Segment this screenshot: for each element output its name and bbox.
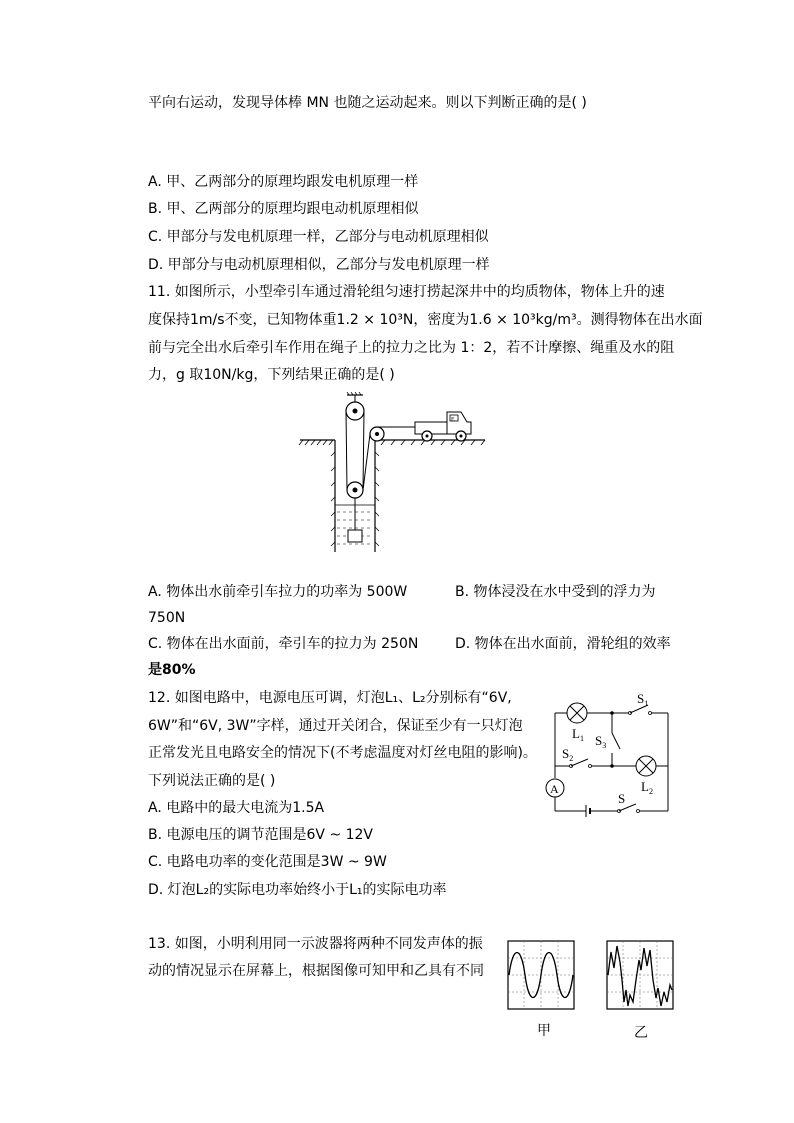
q12-option-b[interactable]: B. 电源电压的调节范围是6V ~ 12V <box>148 827 374 843</box>
q11-option-d[interactable]: D. 物体在出水面前，滑轮组的效率 <box>455 636 671 652</box>
q10-option-c[interactable]: C. 甲部分与发电机原理一样，乙部分与电动机原理相似 <box>148 229 489 245</box>
q10-option-b[interactable]: B. 甲、乙两部分的原理均跟电动机原理相似 <box>148 201 419 217</box>
q13-stem-line-1: 13. 如图，小明利用同一示波器将两种不同发声体的振 <box>148 936 483 952</box>
pulley-well-figure <box>295 392 490 557</box>
q11-option-a[interactable]: A. 物体出水前牵引车拉力的功率为 500W <box>148 584 408 600</box>
q10-option-a[interactable]: A. 甲、乙两部分的原理均跟发电机原理一样 <box>148 174 419 190</box>
svg-text:L1: $L_1$ <box>572 726 584 743</box>
q12-stem-line-1: 12. 如图电路中，电源电压可调，灯泡L₁、L₂分别标有“6V, <box>148 690 512 706</box>
q11-stem-line-4: 力，g 取10N/kg，下列结果正确的是( ) <box>148 367 395 383</box>
q11-stem-line-2: 度保持1m/s不变，已知物体重1.2 × 10³N，密度为1.6 × 10³kg/m³。测得物体在出水面 <box>148 312 703 328</box>
q11-option-d-continued: 是80% <box>148 662 196 678</box>
svg-text:S1: $S_1$ <box>637 693 649 708</box>
q11-option-b[interactable]: B. 物体浸没在水中受到的浮力为 <box>455 584 656 600</box>
q10-option-d[interactable]: D. 甲部分与电动机原理相似，乙部分与发电机原理一样 <box>148 257 490 273</box>
caption-yi: 乙 <box>634 1025 648 1041</box>
question-10-stem-tail: 平向右运动，发现导体棒 MN 也随之运动起来。则以下判断正确的是( ) <box>148 95 587 111</box>
oscilloscope-yi <box>606 940 674 1010</box>
q11-option-b-continued: 750N <box>148 610 186 626</box>
svg-text:E: E <box>451 417 455 423</box>
q11-option-c[interactable]: C. 物体在出水面前，牵引车的拉力为 250N <box>148 636 419 652</box>
svg-text:S2: $S_2$ <box>562 746 574 763</box>
q12-option-c[interactable]: C. 电路电功率的变化范围是3W ~ 9W <box>148 854 387 870</box>
svg-text:A: A <box>550 782 559 796</box>
svg-text:S3: $S_3$ <box>595 733 607 750</box>
q11-stem-line-1: 11. 如图所示，小型牵引车通过滑轮组匀速打捞起深井中的均质物体，物体上升的速 <box>148 284 665 300</box>
circuit-diagram <box>540 693 675 823</box>
q12-option-d[interactable]: D. 灯泡L₂的实际电功率始终小于L₁的实际电功率 <box>148 882 447 898</box>
svg-text:S: S <box>618 791 626 806</box>
q12-option-a[interactable]: A. 电路中的最大电流为1.5A <box>148 800 325 816</box>
oscilloscope-jia <box>507 940 575 1010</box>
q12-stem-line-2: 6W”和“6V, 3W”字样，通过开关闭合，保证至少有一只灯泡 <box>148 718 523 734</box>
q12-stem-line-3: 正常发光且电路安全的情况下(不考虑温度对灯丝电阻的影响)。 <box>148 745 537 761</box>
q12-stem-line-4: 下列说法正确的是( ) <box>148 773 276 789</box>
caption-jia: 甲 <box>537 1023 551 1039</box>
svg-text:L2: $L_2$ <box>641 779 653 796</box>
q13-stem-line-2: 动的情况显示在屏幕上，根据图像可知甲和乙具有不同 <box>148 963 484 979</box>
q11-stem-line-3: 前与完全出水后牵引车作用在绳子上的拉力之比为 1：2，若不计摩擦、绳重及水的阻 <box>148 340 675 356</box>
